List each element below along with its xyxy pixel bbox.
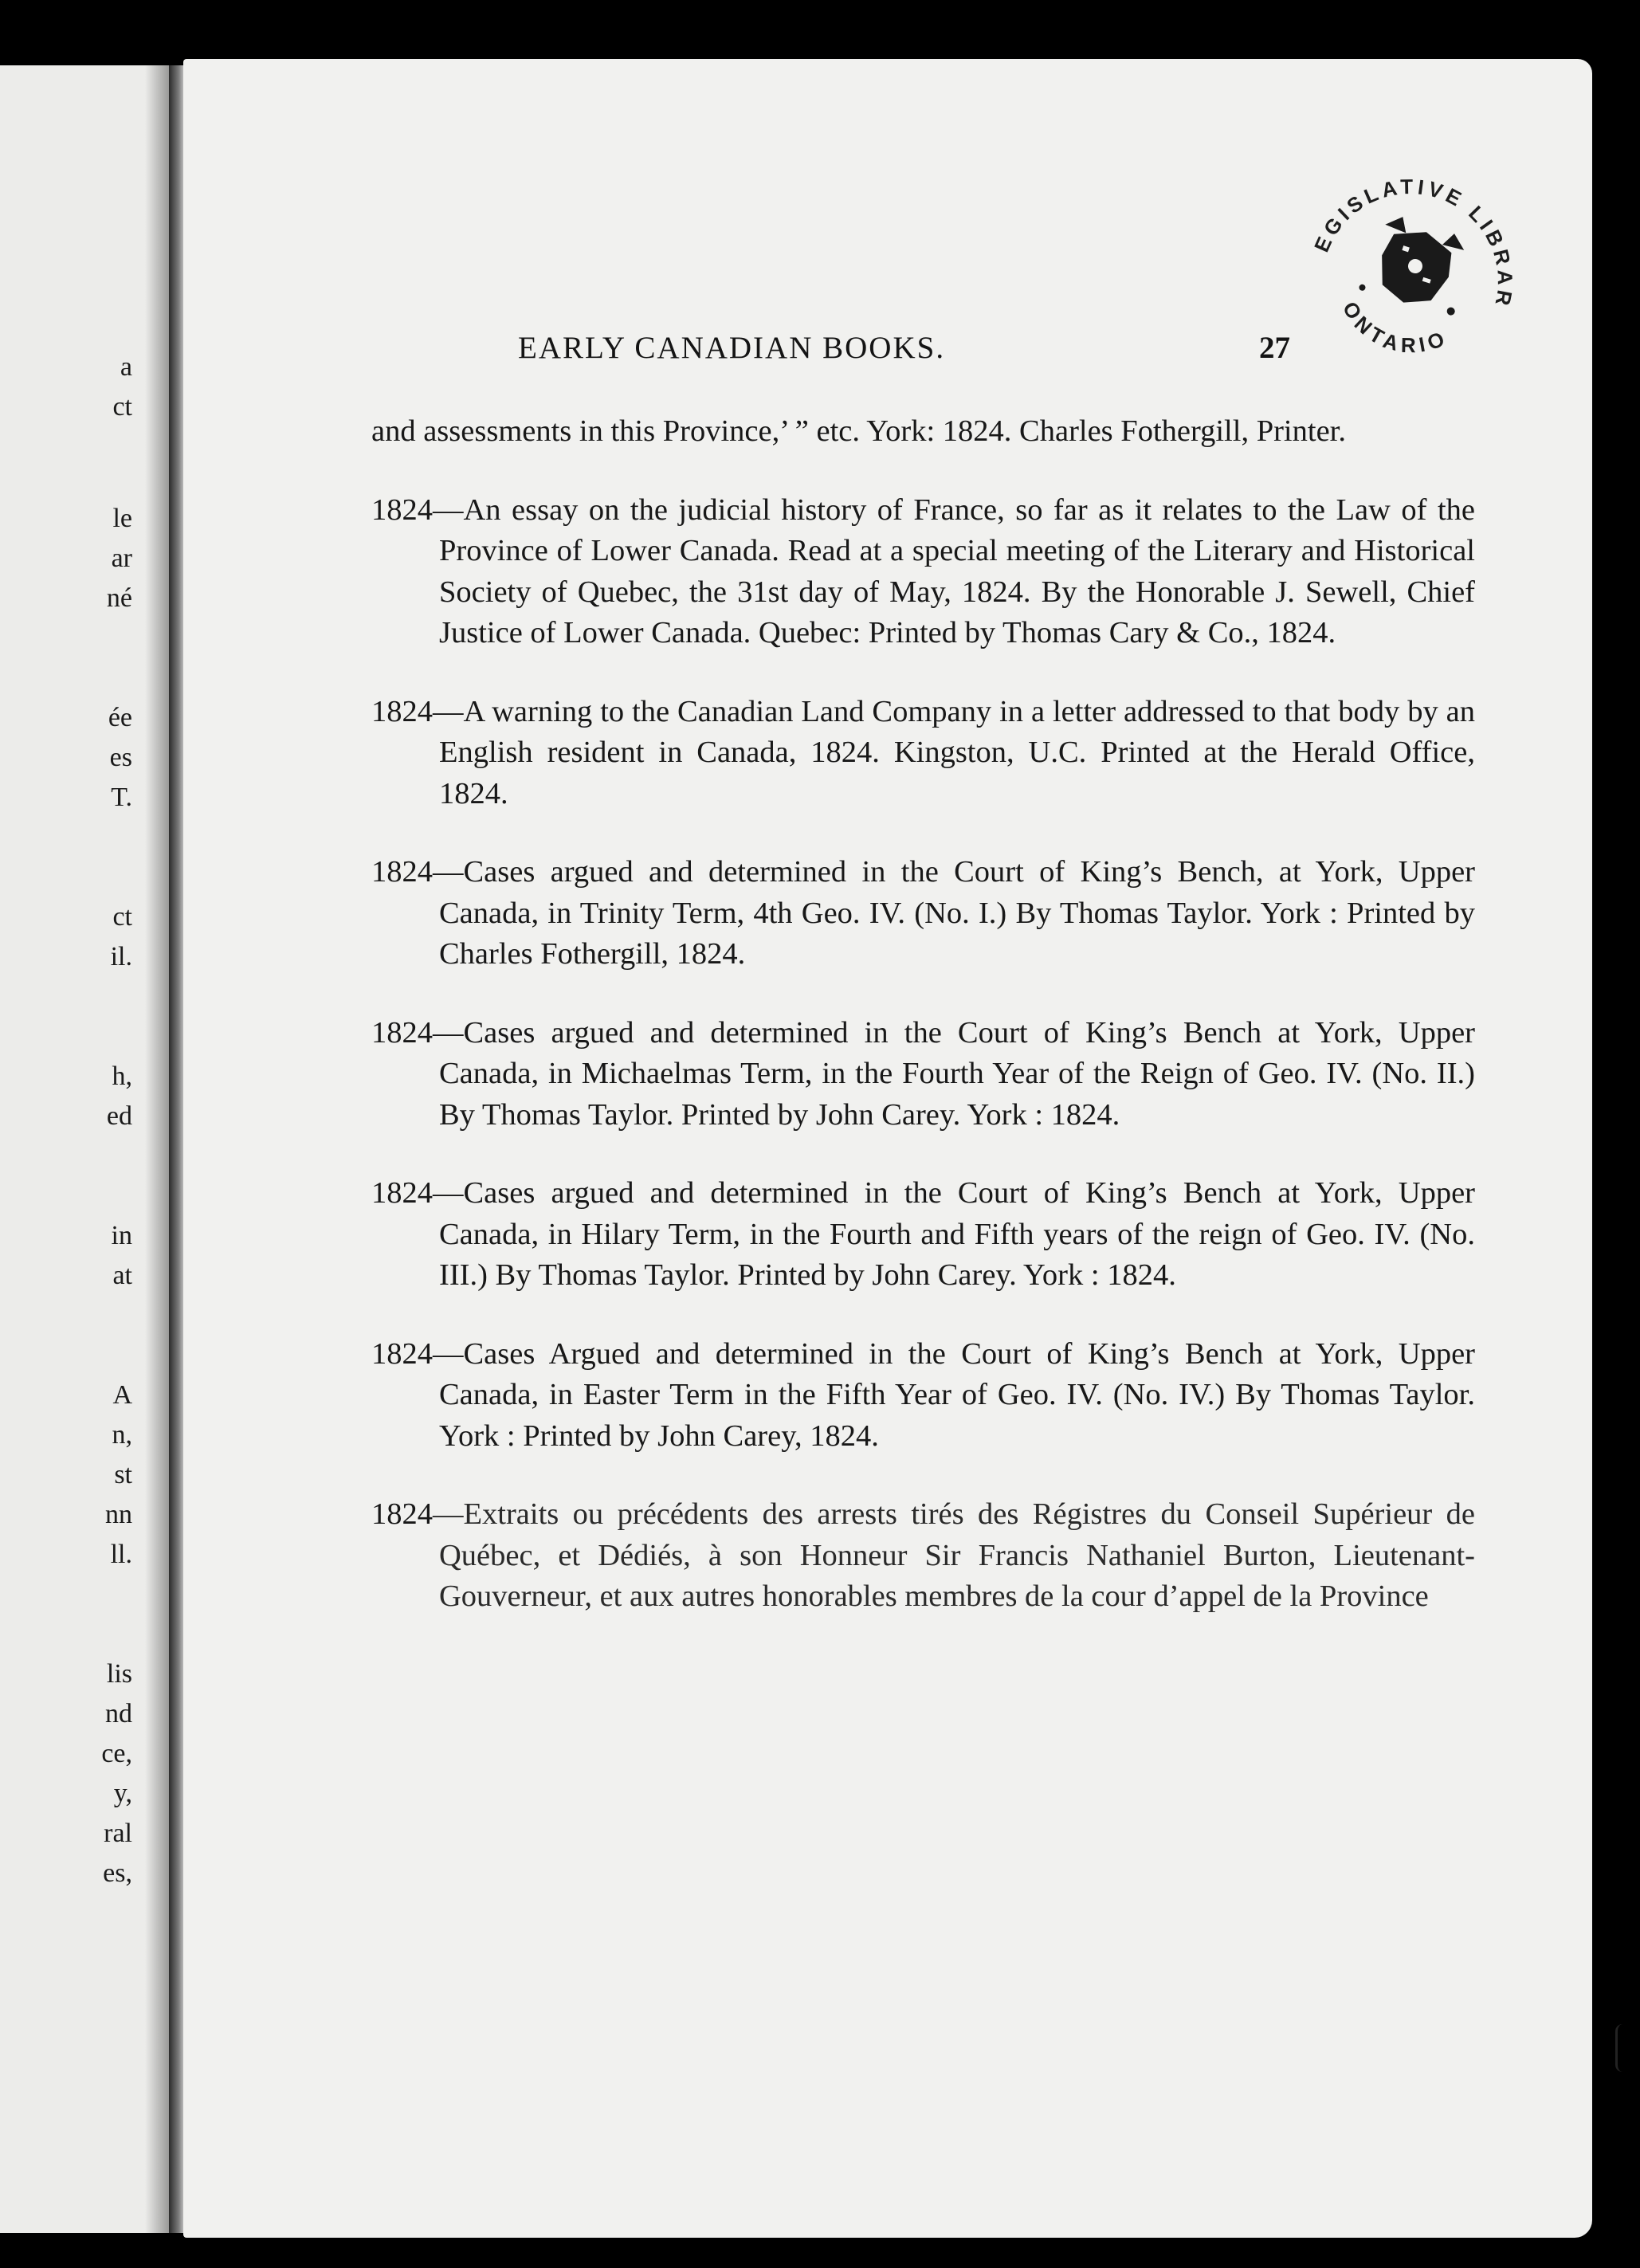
left-page-line-fragment: in bbox=[111, 1221, 132, 1250]
left-page-line-fragment: né bbox=[106, 583, 132, 613]
left-page-line-fragment: ral bbox=[104, 1819, 132, 1848]
bibliography-entry bbox=[371, 1013, 1475, 1136]
svg-text:ONTARIO bbox=[1330, 292, 1458, 372]
left-page-line-fragment: nd bbox=[105, 1699, 132, 1728]
entry-year: 1824 bbox=[371, 694, 433, 728]
left-page-line-fragment: ce, bbox=[101, 1739, 132, 1768]
bibliography-entry bbox=[371, 490, 1475, 654]
entry-year: 1824 bbox=[371, 1015, 433, 1050]
left-page-line-fragment: ar bbox=[111, 543, 132, 573]
entry-text: —An essay on the judicial history of France, so far as it relates to the Law of the Province of Lower Canada. Read at a special meeting of the Literary and Historical Society of Quebec, the 31st day of May, 1824. By the Honorable J. Sewell, Chief Justice of Lower Canada. Quebec: Printed by Thomas Cary & Co., 1824. bbox=[433, 492, 1475, 649]
left-page-line-fragment: y, bbox=[113, 1779, 132, 1808]
left-page-line-fragment: ed bbox=[106, 1101, 132, 1131]
left-page-line-fragment: T. bbox=[111, 783, 132, 812]
bibliography-entries bbox=[371, 411, 1475, 1655]
left-page-line-fragment: le bbox=[112, 504, 132, 533]
left-page-line-fragment: a bbox=[120, 352, 132, 382]
left-page-line-fragment: il. bbox=[110, 942, 132, 971]
left-page-line-fragment: A bbox=[112, 1380, 132, 1410]
bibliography-entry bbox=[371, 411, 1475, 453]
left-page-line-fragment: st bbox=[114, 1460, 132, 1489]
stamp-bottom-text: ONTARIO bbox=[1337, 297, 1453, 358]
entry-year: 1824 bbox=[371, 1497, 433, 1531]
bibliography-entry bbox=[371, 852, 1475, 975]
library-stamp-icon bbox=[1296, 147, 1535, 386]
left-page-fragment bbox=[0, 65, 169, 2233]
book-gutter bbox=[169, 65, 185, 2233]
left-page-line-fragment: es bbox=[109, 743, 132, 772]
page-edge-mark bbox=[1615, 2024, 1622, 2072]
page-shadow bbox=[145, 65, 169, 2233]
entry-year: 1824 bbox=[371, 855, 433, 889]
left-page-line-fragment: es, bbox=[103, 1858, 132, 1888]
entry-year: 1824 bbox=[371, 1176, 433, 1210]
entry-text: —A warning to the Canadian Land Company in a letter addressed to that body by an English resident in Canada, 1824. Kingston, U.C. Printed at the Herald Office, 1824. bbox=[433, 694, 1475, 810]
entry-text: —Cases argued and determined in the Court of King’s Bench at York, Upper Canada, in Michaelmas Term, in the Fourth Year of the Reign of Geo. IV. (No. II.) By Thomas Taylor. Printed by John Carey. York : 1824. bbox=[433, 1015, 1475, 1132]
bibliography-entry bbox=[371, 1494, 1475, 1618]
left-page-line-fragment: nn bbox=[105, 1500, 132, 1529]
running-title: EARLY CANADIAN BOOKS. bbox=[518, 331, 946, 365]
entry-text: —Cases argued and determined in the Court of King’s Bench at York, Upper Canada, in Hilary Term, in the Fourth and Fifth years of the reign of Geo. IV. (No. III.) By Thomas Taylor. Printed by John Carey. York : 1824. bbox=[433, 1176, 1475, 1292]
entry-text: —Cases argued and determined in the Court of King’s Bench, at York, Upper Canada, in Trinity Term, 4th Geo. IV. (No. I.) By Thomas Taylor. York : Printed by Charles Fothergill, 1824. bbox=[433, 855, 1475, 971]
left-page-line-fragment: lis bbox=[106, 1659, 132, 1689]
entry-text: —Extraits ou précédents des arrests tirés des Régistres du Conseil Supérieur de Québec, et Dédiés, à son Honneur Sir Francis Nathaniel Burton, Lieutenant-Gouverneur, et aux autres honorables membres de la cour d’appel de la Province bbox=[433, 1497, 1475, 1613]
entry-text: and assessments in this Province,’ ” etc. York: 1824. Charles Fothergill, Printer. bbox=[371, 414, 1346, 448]
entry-text: —Cases Argued and determined in the Court of King’s Bench at York, Upper Canada, in Easter Term in the Fifth Year of Geo. IV. (No. IV.) By Thomas Taylor. York : Printed by John Carey, 1824. bbox=[433, 1336, 1475, 1453]
left-page-line-fragment: ct bbox=[112, 392, 132, 422]
bibliography-entry bbox=[371, 1173, 1475, 1297]
bibliography-entry bbox=[371, 1334, 1475, 1458]
right-page bbox=[183, 59, 1592, 2238]
stamp-top-text: LEGISLATIVE LIBRARY bbox=[1308, 174, 1518, 311]
left-page-line-fragment: h, bbox=[112, 1061, 132, 1091]
left-page-line-fragment: ée bbox=[108, 703, 132, 732]
left-page-line-fragment: ll. bbox=[110, 1540, 132, 1569]
bibliography-entry bbox=[371, 692, 1475, 815]
left-page-line-fragment: at bbox=[112, 1261, 132, 1290]
left-page-line-fragment: ct bbox=[112, 902, 132, 932]
left-page-line-fragment: n, bbox=[112, 1420, 132, 1450]
entry-year: 1824 bbox=[371, 492, 433, 527]
page-number: 27 bbox=[1259, 331, 1290, 365]
entry-year: 1824 bbox=[371, 1336, 433, 1371]
